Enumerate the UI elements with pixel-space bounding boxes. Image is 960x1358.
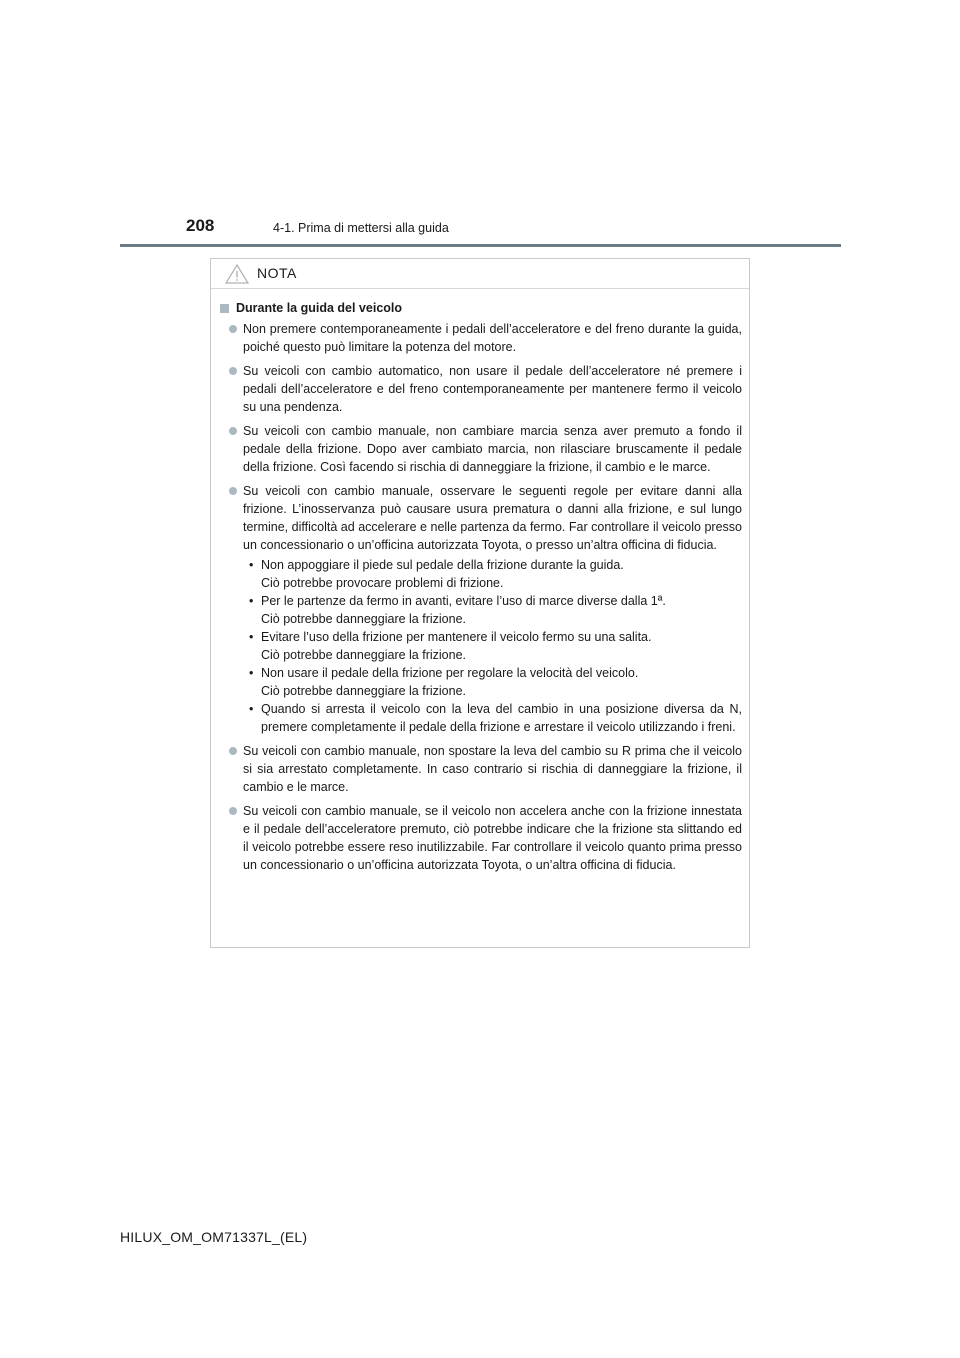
bullet-dot-icon [229, 747, 237, 755]
list-item-text: Su veicoli con cambio manuale, non spostare la leva del cambio su R prima che il veicolo si sia arrestato completamente. In caso contrario si rischia di danneggiare la frizione, il cambio e le marce. [243, 744, 742, 794]
sub-list-item-body [261, 556, 742, 592]
page-number: 208 [186, 216, 215, 235]
bullet-dot-icon [229, 325, 237, 333]
list-item [218, 362, 742, 416]
list-item-text: Su veicoli con cambio manuale, osservare le seguenti regole per evitare danni alla frizione. L’inosservanza può causare usura prematura o danni alla frizione, e sul lungo termine, difficoltà ad accelerare e nelle partenza da fermo. Far controllare il veicolo presso un concessionario o un’officina autorizzata Toyota, o presso un’altra officina di fiducia. [243, 484, 742, 552]
sub-list-item [243, 628, 742, 664]
list-item-text: Su veicoli con cambio automatico, non usare il pedale dell’acceleratore né premere i pedali dell’acceleratore e del freno contemporaneamente per mantenere fermo il veicolo su una pendenza. [243, 364, 742, 414]
list-item-text: Non premere contemporaneamente i pedali dell’acceleratore e del freno durante la guida, poiché questo può limitare la potenza del motore. [243, 322, 742, 354]
sub-list-item [243, 592, 742, 628]
list-item [218, 320, 742, 356]
list-item [218, 482, 742, 736]
sub-bullet-icon: • [249, 702, 254, 716]
sub-item-line1: Non appoggiare il piede sul pedale della frizione durante la guida. [261, 558, 624, 572]
sub-list-item [243, 556, 742, 592]
sub-item-line2: Ciò potrebbe danneggiare la frizione. [261, 684, 466, 698]
sub-item-line1: Per le partenze da fermo in avanti, evitare l’uso di marce diverse dalla 1ª. [261, 594, 666, 608]
sub-item-line1: Evitare l’uso della frizione per mantenere il veicolo fermo su una salita. [261, 630, 652, 644]
sub-list-item-body [261, 592, 742, 628]
sub-list [243, 556, 742, 736]
page-header [120, 216, 841, 246]
list-item [218, 802, 742, 874]
sub-bullet-icon: • [249, 666, 254, 680]
bullet-dot-icon [229, 487, 237, 495]
square-bullet-icon [220, 304, 229, 313]
sub-item-line1: Quando si arresta il veicolo con la leva del cambio in una posizione diversa da N, premere completamente il pedale della frizione e arrestare il veicolo utilizzando i freni. [261, 702, 742, 734]
warning-triangle-icon [225, 264, 249, 284]
sub-list-item-body [261, 628, 742, 664]
header-rule [120, 244, 841, 247]
list-item-text: Su veicoli con cambio manuale, se il veicolo non accelera anche con la frizione innestata e il pedale dell’acceleratore premuto, ciò potrebbe indicare che la frizione sta slittando ed il veicolo potrebbe essere reso inutilizzabile. Far controllare il veicolo quanto prima presso un concessionario o un’officina autorizzata Toyota, o un’altra officina di fiducia. [243, 804, 742, 872]
bullet-dot-icon [229, 367, 237, 375]
sub-bullet-icon: • [249, 594, 254, 608]
sub-list-item [243, 700, 742, 736]
list-item-text: Su veicoli con cambio manuale, non cambiare marcia senza aver premuto a fondo il pedale della frizione. Dopo aver cambiato marcia, non rilasciare bruscamente il pedale della frizione. Così facendo si rischia di danneggiare la frizione, il cambio e le marce. [243, 424, 742, 474]
list-item [218, 422, 742, 476]
list-item-body [243, 482, 742, 736]
nota-heading [218, 299, 742, 317]
nota-label: NOTA [257, 265, 297, 281]
sub-list-item [243, 664, 742, 700]
nota-content [211, 289, 749, 874]
sub-item-line2: Ciò potrebbe danneggiare la frizione. [261, 648, 466, 662]
nota-box [210, 258, 750, 948]
document-id: HILUX_OM_OM71337L_(EL) [120, 1229, 308, 1245]
bullet-dot-icon [229, 427, 237, 435]
sub-item-line2: Ciò potrebbe provocare problemi di frizione. [261, 576, 504, 590]
sub-bullet-icon: • [249, 630, 254, 644]
sub-item-line2: Ciò potrebbe danneggiare la frizione. [261, 612, 466, 626]
nota-heading-text: Durante la guida del veicolo [236, 301, 403, 315]
sub-list-item-body [261, 664, 742, 700]
sub-item-line1: Non usare il pedale della frizione per regolare la velocità del veicolo. [261, 666, 639, 680]
bullet-dot-icon [229, 807, 237, 815]
section-title: 4-1. Prima di mettersi alla guida [273, 221, 449, 235]
list-item [218, 742, 742, 796]
sub-bullet-icon: • [249, 558, 254, 572]
nota-header [211, 259, 749, 289]
